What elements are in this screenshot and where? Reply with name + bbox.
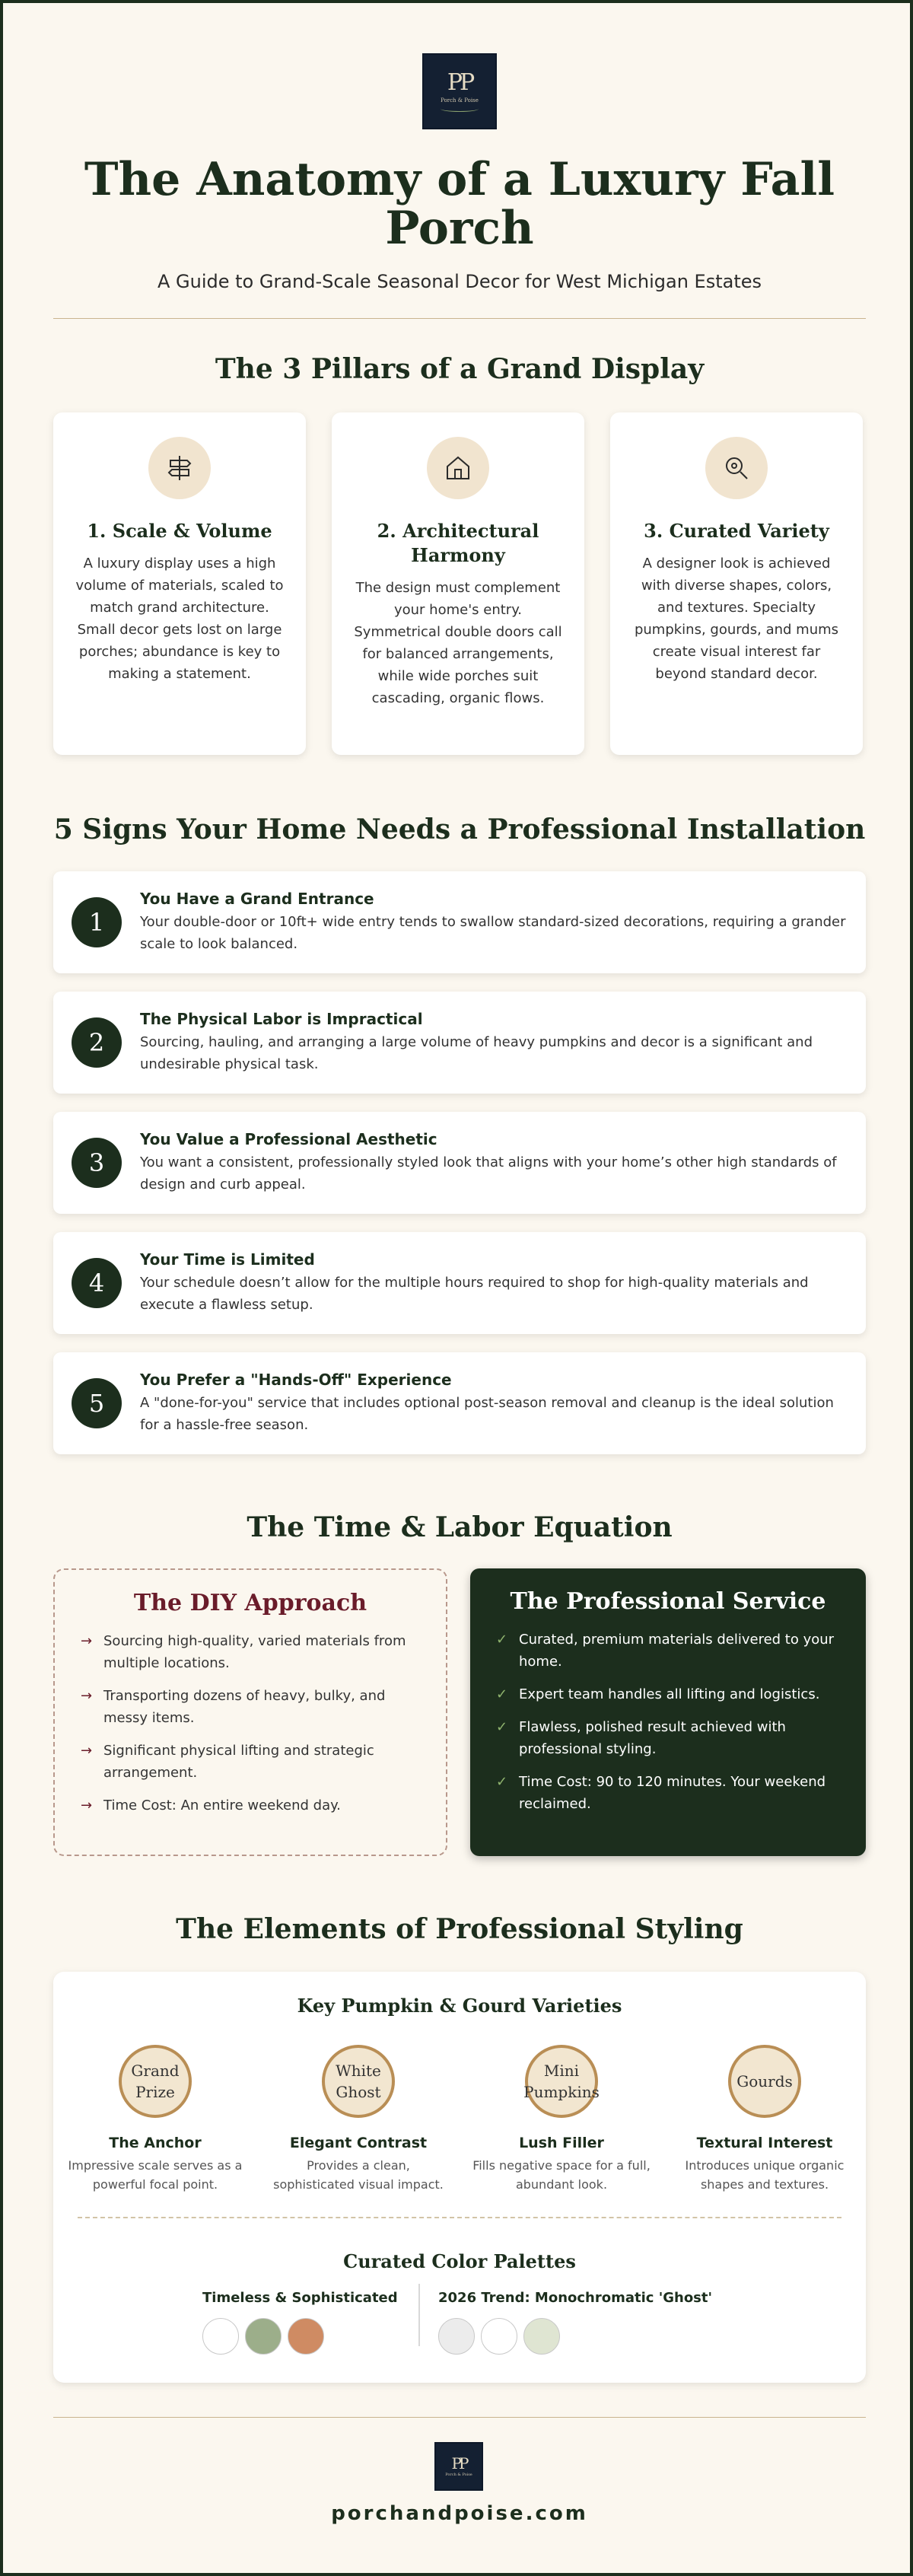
sign-number: 5	[72, 1378, 122, 1428]
color-swatch	[481, 2318, 517, 2355]
color-swatch	[202, 2318, 239, 2355]
pillar-text: A designer look is achieved with diverse shapes, colors, and textures. Specialty pumpkins, gourds, and mums create visual interest far beyond standard decor.	[634, 556, 839, 682]
pro-title: The Professional Service	[510, 1588, 826, 1615]
arrow-icon: →	[81, 1688, 93, 1704]
logo-text: Porch & Poise	[441, 97, 479, 103]
pillar-title: 1. Scale & Volume	[87, 520, 272, 542]
variety-name: Lush Filler	[519, 2135, 604, 2151]
variety-name: Elegant Contrast	[289, 2135, 428, 2151]
diy-title: The DIY Approach	[133, 1590, 367, 1616]
list-item: ✓ Flawless, polished result achieved with professional styling.	[496, 1716, 840, 1760]
logo-leaf-icon	[441, 106, 479, 112]
pillar-title: 3. Curated Variety	[644, 520, 829, 542]
pumpkin-badge: Grand Prize	[119, 2045, 192, 2118]
scale-signpost-icon	[148, 437, 211, 499]
palettes-title: Curated Color Palettes	[343, 2250, 576, 2272]
palette-name: Timeless & Sophisticated	[202, 2290, 398, 2306]
sign-title: You Have a Grand Entrance	[140, 890, 374, 908]
variety-name: The Anchor	[109, 2135, 202, 2151]
palette-name: 2026 Trend: Monochromatic 'Ghost'	[438, 2290, 713, 2306]
sign-title: You Prefer a "Hands-Off" Experience	[140, 1371, 452, 1389]
check-icon: ✓	[496, 1686, 508, 1702]
sign-title: Your Time is Limited	[140, 1250, 315, 1269]
pumpkin-badge: Mini Pumpkins	[525, 2045, 598, 2118]
signs-heading: 5 Signs Your Home Needs a Professional Installation	[53, 814, 866, 845]
pro-card	[470, 1568, 866, 1856]
pillar-text: A luxury display uses a high volume of materials, scaled to match grand architecture. Small decor gets lost on large porches; abundance is key to making a statement.	[75, 556, 284, 682]
variety-desc: Introduces unique organic shapes and textures.	[685, 2158, 845, 2192]
variety-desc: Impressive scale serves as a powerful focal point.	[68, 2158, 243, 2192]
varieties-title: Key Pumpkin & Gourd Varieties	[297, 1995, 622, 2017]
sign-text: A "done-for-you" service that includes optional post-season removal and cleanup is the ideal solution for a hassle-free season.	[140, 1395, 834, 1433]
divider	[53, 318, 866, 319]
list-item: ✓ Expert team handles all lifting and logistics.	[496, 1683, 840, 1705]
sign-title: The Physical Labor is Impractical	[140, 1010, 423, 1028]
palette-divider	[418, 2284, 420, 2346]
color-swatch	[523, 2318, 560, 2355]
color-swatch	[288, 2318, 324, 2355]
page-subtitle: A Guide to Grand-Scale Seasonal Decor for West Michigan Estates	[157, 271, 762, 292]
check-icon: ✓	[496, 1719, 508, 1735]
list-item: → Transporting dozens of heavy, bulky, and messy items.	[81, 1685, 420, 1729]
pumpkin-badge: White Ghost	[322, 2045, 395, 2118]
pumpkin-badge: Gourds	[728, 2045, 801, 2118]
styling-card	[53, 1972, 866, 2383]
magnify-search-icon	[705, 437, 768, 499]
arrow-icon: →	[81, 1797, 93, 1813]
arrow-icon: →	[81, 1743, 93, 1759]
brand-logo	[422, 53, 497, 129]
sign-text: Sourcing, hauling, and arranging a large volume of heavy pumpkins and decor is a significant and undesirable physical task.	[140, 1034, 813, 1072]
variety-item	[60, 2045, 250, 2194]
sign-card	[53, 1112, 866, 1214]
website-link[interactable]: porchandpoise.com	[331, 2502, 588, 2525]
sign-number: 1	[72, 897, 122, 947]
pillar-card	[610, 412, 863, 755]
list-item: → Time Cost: An entire weekend day.	[81, 1794, 420, 1817]
sign-text: Your double-door or 10ft+ wide entry tends to swallow standard-sized decorations, requiring a grander scale to look balanced.	[140, 914, 846, 952]
sign-text: You want a consistent, professionally styled look that aligns with your home’s other high standards of design and curb appeal.	[140, 1154, 837, 1192]
variety-item	[263, 2045, 453, 2194]
sign-number: 4	[72, 1258, 122, 1308]
sign-number: 3	[72, 1138, 122, 1188]
list-item: ✓ Curated, premium materials delivered to your home.	[496, 1629, 840, 1673]
variety-name: Textural Interest	[696, 2135, 833, 2151]
variety-item	[466, 2045, 657, 2194]
page-title: The Anatomy of a Luxury Fall Porch	[84, 153, 835, 255]
house-icon	[427, 437, 489, 499]
sign-title: You Value a Professional Aesthetic	[140, 1130, 437, 1148]
check-icon: ✓	[496, 1774, 508, 1790]
footer-logo	[434, 2442, 483, 2491]
sign-card	[53, 1232, 866, 1334]
styling-heading: The Elements of Professional Styling	[176, 1913, 743, 1945]
sign-card	[53, 992, 866, 1094]
sign-text: Your schedule doesn’t allow for the multiple hours required to shop for high-quality materials and execute a flawless setup.	[140, 1275, 809, 1313]
check-icon: ✓	[496, 1632, 508, 1648]
pro-list	[496, 1629, 840, 1815]
variety-desc: Fills negative space for a full, abundant look.	[472, 2158, 651, 2192]
pillar-card	[53, 412, 306, 755]
dashed-divider	[78, 2217, 841, 2218]
equation-heading: The Time & Labor Equation	[247, 1511, 673, 1543]
color-swatch	[438, 2318, 475, 2355]
arrow-icon: →	[81, 1633, 93, 1649]
page	[3, 3, 910, 2573]
pillar-text: The design must complement your home's entry. Symmetrical double doors call for balanced arrangements, while wide porches suit cascading, organic flows.	[354, 580, 562, 706]
pillar-card	[332, 412, 584, 755]
sign-card	[53, 871, 866, 973]
logo-monogram: PP	[447, 68, 472, 96]
pillar-title: 2. Architectural Harmony	[377, 520, 539, 566]
variety-item	[670, 2045, 860, 2194]
pillars-heading: The 3 Pillars of a Grand Display	[215, 353, 705, 385]
list-item: → Significant physical lifting and strategic arrangement.	[81, 1740, 420, 1784]
list-item: ✓ Time Cost: 90 to 120 minutes. Your weekend reclaimed.	[496, 1771, 840, 1815]
logo-monogram: PP	[451, 2454, 466, 2473]
sign-card	[53, 1352, 866, 1454]
diy-card	[53, 1568, 447, 1856]
list-item: → Sourcing high-quality, varied materials from multiple locations.	[81, 1630, 420, 1674]
color-swatch	[245, 2318, 282, 2355]
divider	[53, 2417, 866, 2418]
diy-list	[81, 1630, 420, 1817]
logo-text: Porch & Poise	[445, 2473, 472, 2477]
variety-desc: Provides a clean, sophisticated visual impact.	[273, 2158, 444, 2192]
sign-number: 2	[72, 1017, 122, 1068]
